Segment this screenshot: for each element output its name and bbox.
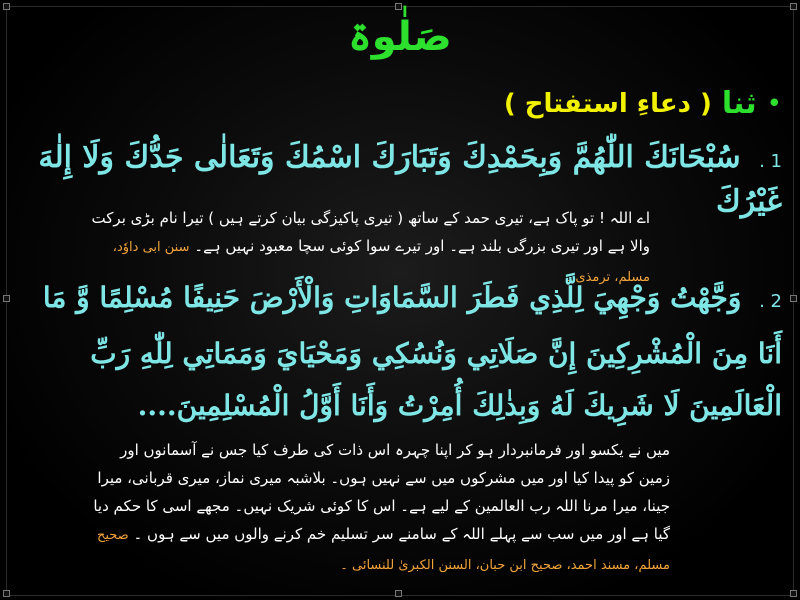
section-title: ثنا: [721, 86, 757, 121]
verse-text: وَجَّهْتُ وَجْهِيَ لِلَّذِي فَطَرَ السَّمَاوَاتِ وَالْأَرْضَ حَنِيفًا مُسْلِمًا وَّ مَا أَنَا مِنَ الْمُشْرِكِينَ إِنَّ صَلَاتِي وَنُسُكِي وَمَحْيَايَ وَمَمَاتِي لِلّٰهِ رَبِّ الْعَالَمِينَ لَا شَرِيكَ لَهُ وَبِذٰلِكَ أُمِرْتُ وَأَنَا أَوَّلُ الْمُسْلِمِينَ....: [42, 281, 782, 422]
reference-text: صحیح مسلم، مسند احمد، صحیح ابن حبان، السنن الکبریٰ للنسائی ۔: [96, 528, 670, 573]
section-subtitle: ( دعاءِ استفتاح ): [503, 88, 712, 119]
verse-2: [14, 272, 782, 432]
corner-handle: [3, 590, 10, 597]
section-header: [504, 86, 782, 121]
corner-handle: [395, 590, 402, 597]
corner-handle: [3, 295, 10, 302]
page-title: صَلٰوۃ: [348, 14, 452, 60]
translation-text: میں نے یکسو اور فرمانبردار ہو کر اپنا چہرہ اس ذات کی طرف کیا جس نے آسمانوں اور زمین کو پیدا کیا اور میں مشرکوں میں سے نہیں ہوں۔ بلاشبہ میری نماز، میری قربانی، میرا جینا، میرا مرنا اللہ رب العالمین کے لیے ہے۔ اس کا کوئی شریک نہیں۔ مجھے اسی کا حکم دیا گیا ہے اور میں سب سے پہلے اللہ کے سامنے سر تسلیم خم کرنے والوں میں سے ہوں ۔: [93, 441, 670, 543]
reference-text: سنن ابی داوٗد، مسلم، ترمذی ۔: [112, 240, 650, 285]
translation-2: [90, 436, 670, 580]
corner-handle: [790, 590, 797, 597]
verse-number: 2 .: [759, 291, 782, 312]
verse-text: سُبْحَانَكَ اللّٰهُمَّ وَبِحَمْدِكَ وَتَبَارَكَ اسْمُكَ وَتَعَالٰى جَدُّكَ وَلَا إِلٰهَ غَيْرُكَ: [38, 140, 782, 219]
verse-number: 1 .: [759, 151, 782, 172]
bullet-icon: •: [766, 88, 782, 119]
translation-text: اے اللہ ! تو پاک ہے، تیری حمد کے ساتھ ( تیری پاکیزگی بیان کرتے ہیں ) تیرا نام بڑی برکت والا ہے اور تیری بزرگی بلند ہے۔ اور تیرے سوا کوئی سچا معبود نہیں ہے۔: [91, 209, 650, 255]
corner-handle: [790, 3, 797, 10]
corner-handle: [790, 295, 797, 302]
corner-handle: [395, 3, 402, 10]
corner-handle: [3, 3, 10, 10]
